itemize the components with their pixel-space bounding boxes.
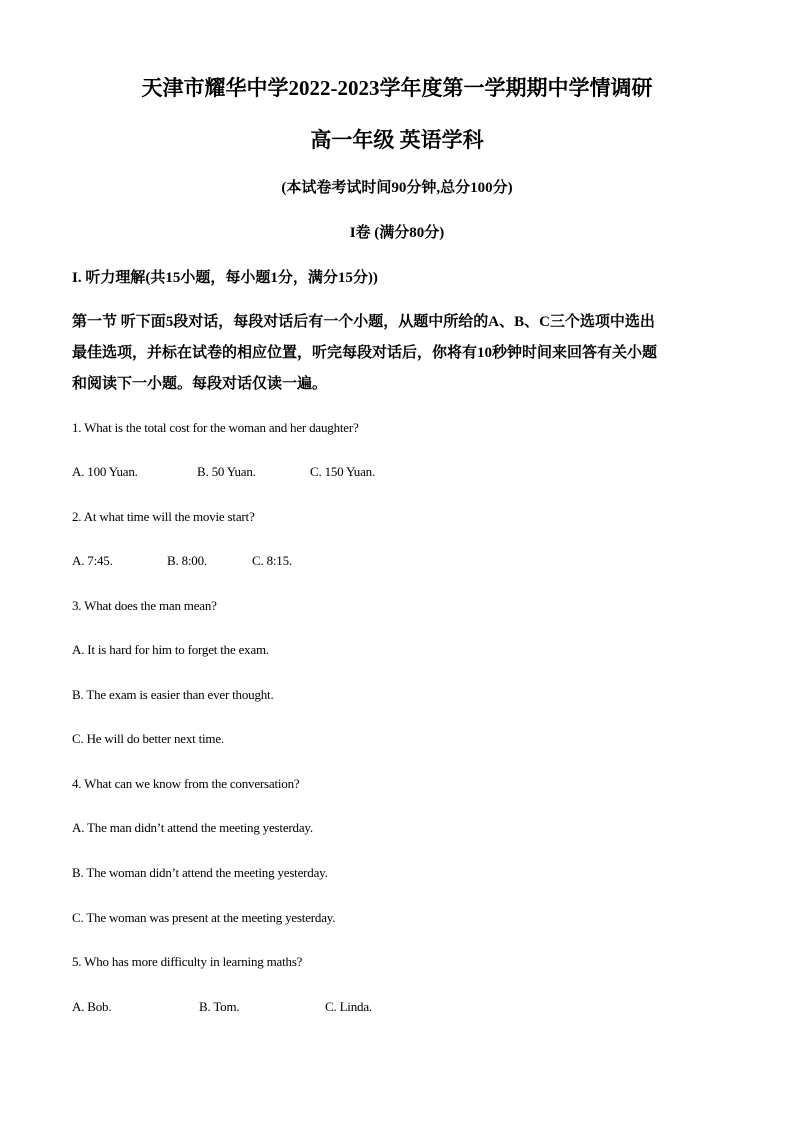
question-5-option-c: C. Linda. <box>325 999 372 1014</box>
question-3-stem: 3. What does the man mean? <box>72 598 217 613</box>
question-5-option-a: A. Bob. <box>72 999 112 1014</box>
question-4-option-c: C. The woman was present at the meeting yesterday. <box>72 910 336 925</box>
question-4-option-a: A. The man didn’t attend the meeting yesterday. <box>72 820 313 835</box>
question-2-stem: 2. At what time will the movie start? <box>72 509 255 524</box>
section-instructions <box>72 307 732 400</box>
question-1-option-c: C. 150 Yuan. <box>310 464 376 479</box>
question-1-stem: 1. What is the total cost for the woman and her daughter? <box>72 420 359 435</box>
question-5-stem: 5. Who has more difficulty in learning maths? <box>72 954 303 969</box>
question-4-stem: 4. What can we know from the conversation? <box>72 776 300 791</box>
question-5-option-b: B. Tom. <box>199 999 240 1014</box>
question-3-option-b: B. The exam is easier than ever thought. <box>72 687 274 702</box>
question-1-option-a: A. 100 Yuan. <box>72 464 138 479</box>
volume-label: I卷 (满分80分) <box>349 225 445 241</box>
instruction-line: 和阅读下一小题。每段对话仅读一遍。 <box>72 376 328 392</box>
section-heading: I. 听力理解(共15小题，每小题1分，满分15分)) <box>72 270 378 286</box>
instruction-line: 第一节 听下面5段对话，每段对话后有一个小题，从题中所给的A、B、C三个选项中选出 <box>72 314 655 330</box>
question-1-option-b: B. 50 Yuan. <box>197 464 256 479</box>
question-4-option-b: B. The woman didn’t attend the meeting yesterday. <box>72 865 328 880</box>
instruction-line: 最佳选项，并标在试卷的相应位置，听完每段对话后，你将有10秒钟时间来回答有关小题 <box>72 345 658 361</box>
question-3-option-c: C. He will do better next time. <box>72 731 224 746</box>
question-2-option-b: B. 8:00. <box>167 553 207 568</box>
exam-subtitle: 高一年级 英语学科 <box>310 128 484 152</box>
question-2-option-c: C. 8:15. <box>252 553 292 568</box>
exam-info: (本试卷考试时间90分钟,总分100分) <box>281 180 513 196</box>
exam-title: 天津市耀华中学2022-2023学年度第一学期期中学情调研 <box>141 76 653 100</box>
question-3-option-a: A. It is hard for him to forget the exam. <box>72 642 269 657</box>
question-2-option-a: A. 7:45. <box>72 553 113 568</box>
